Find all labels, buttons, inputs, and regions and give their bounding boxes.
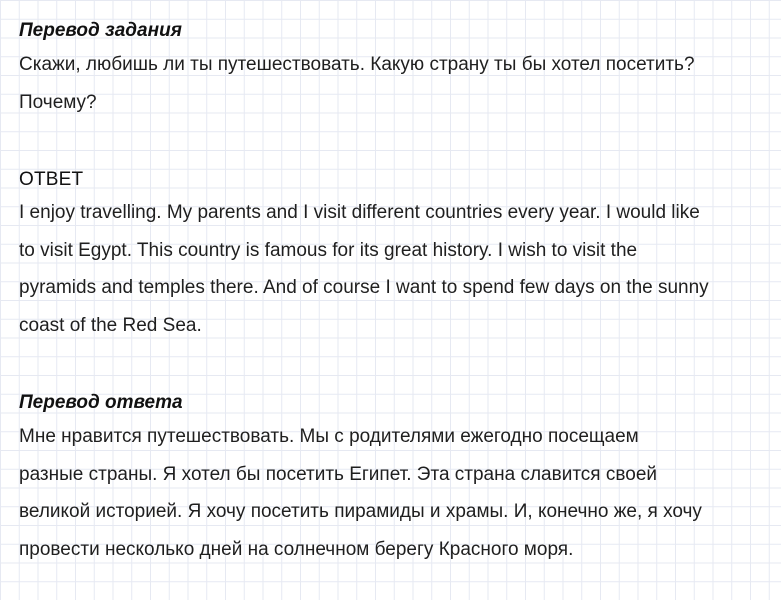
document-page <box>19 18 771 568</box>
answer-section <box>19 167 771 344</box>
answer-line: to visit Egypt. This country is famous for its great history. I wish to visit the <box>19 239 638 261</box>
answer-translation-text <box>19 418 771 568</box>
answer-translation-line: разные страны. Я хотел бы посетить Египет. Эта страна славится своей <box>19 463 658 485</box>
task-translation-text <box>19 46 771 121</box>
answer-translation-section <box>19 390 771 568</box>
task-translation-heading: Перевод задания <box>19 20 182 41</box>
task-translation-section <box>19 18 771 121</box>
answer-text <box>19 194 771 344</box>
answer-heading: ОТВЕТ <box>19 169 84 190</box>
section-spacer <box>19 121 771 167</box>
task-translation-line: Почему? <box>19 91 97 113</box>
answer-line: coast of the Red Sea. <box>19 314 202 336</box>
answer-translation-line: провести несколько дней на солнечном берегу Красного моря. <box>19 538 574 560</box>
answer-translation-heading: Перевод ответа <box>19 392 183 413</box>
task-translation-line: Скажи, любишь ли ты путешествовать. Какую страну ты бы хотел посетить? <box>19 54 695 75</box>
answer-translation-line: Мне нравится путешествовать. Мы с родителями ежегодно посещаем <box>19 426 639 447</box>
answer-line: pyramids and temples there. And of course I want to spend few days on the sunny <box>19 277 709 298</box>
answer-translation-line: великой историей. Я хочу посетить пирамиды и храмы. И, конечно же, я хочу <box>19 501 702 522</box>
section-spacer <box>19 344 771 390</box>
answer-line: I enjoy travelling. My parents and I visit different countries every year. I would like <box>19 202 700 223</box>
